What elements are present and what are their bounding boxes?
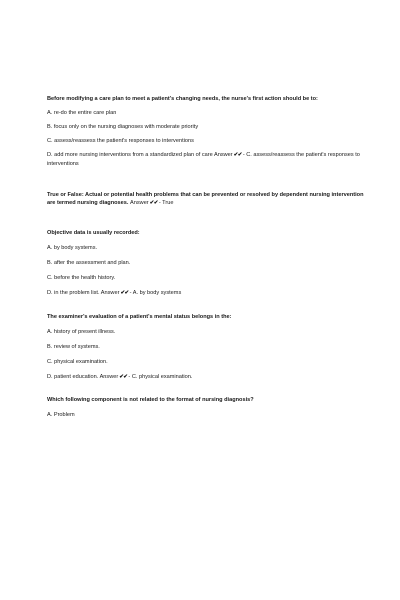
- answer-check-icon: ✔✔: [119, 374, 128, 381]
- question-text: Which following component is not related to the format of nursing diagnosis?: [47, 397, 254, 403]
- option-c: C. physical examination.: [47, 359, 108, 366]
- option-b: B. after the assessment and plan.: [47, 260, 131, 267]
- answer-text: - True: [158, 200, 174, 207]
- answer-check-icon: ✔✔: [149, 200, 158, 207]
- option-d: [47, 373, 365, 381]
- question-block: [47, 229, 365, 297]
- option-a: A. by body systems.: [47, 245, 98, 252]
- answer-text: - A. by body systems: [129, 290, 182, 297]
- question-block: [47, 313, 365, 381]
- question-block: [47, 95, 365, 168]
- option-d-text: D. in the problem list.: [47, 290, 100, 297]
- question-text: Objective data is usually recorded:: [47, 230, 140, 236]
- option-a: A. history of present illness.: [47, 329, 116, 336]
- option-b: B. review of systems.: [47, 344, 100, 351]
- question-text: [47, 191, 365, 207]
- option-a: A. Problem: [47, 412, 75, 419]
- answer-text: - C. assess/reassess the patient's responses to interventions: [47, 152, 360, 167]
- option-d-text: D. add more nursing interventions from a standardized plan of care: [47, 152, 213, 159]
- question-block: [47, 396, 365, 419]
- option-c: C. before the health history.: [47, 275, 116, 282]
- answer-label: Answer: [130, 200, 149, 207]
- question-text: Before modifying a care plan to meet a patient's changing needs, the nurse's first action should be to:: [47, 96, 318, 102]
- option-d: [47, 151, 365, 168]
- option-d-text: D. patient education.: [47, 374, 99, 381]
- option-b: B. focus only on the nursing diagnoses with moderate priority: [47, 124, 199, 131]
- question-statement: True or False: Actual or potential health problems that can be prevented or resolved by dependent nursing intervention are termed nursing diagnoses.: [47, 192, 364, 207]
- option-c: C. assess/reassess the patient's responses to interventions: [47, 138, 194, 145]
- answer-label: Answer: [100, 290, 120, 297]
- option-d: [47, 289, 365, 297]
- answer-check-icon: ✔✔: [120, 290, 129, 297]
- option-a: A. re-do the entire care plan: [47, 110, 117, 117]
- answer-label: Answer: [99, 374, 119, 381]
- answer-text: - C. physical examination.: [128, 374, 193, 381]
- question-text: The examiner's evaluation of a patient's mental status belongs in the:: [47, 314, 232, 320]
- answer-check-icon: ✔✔: [233, 152, 242, 159]
- answer-label: Answer: [213, 152, 233, 159]
- question-block: [47, 191, 365, 207]
